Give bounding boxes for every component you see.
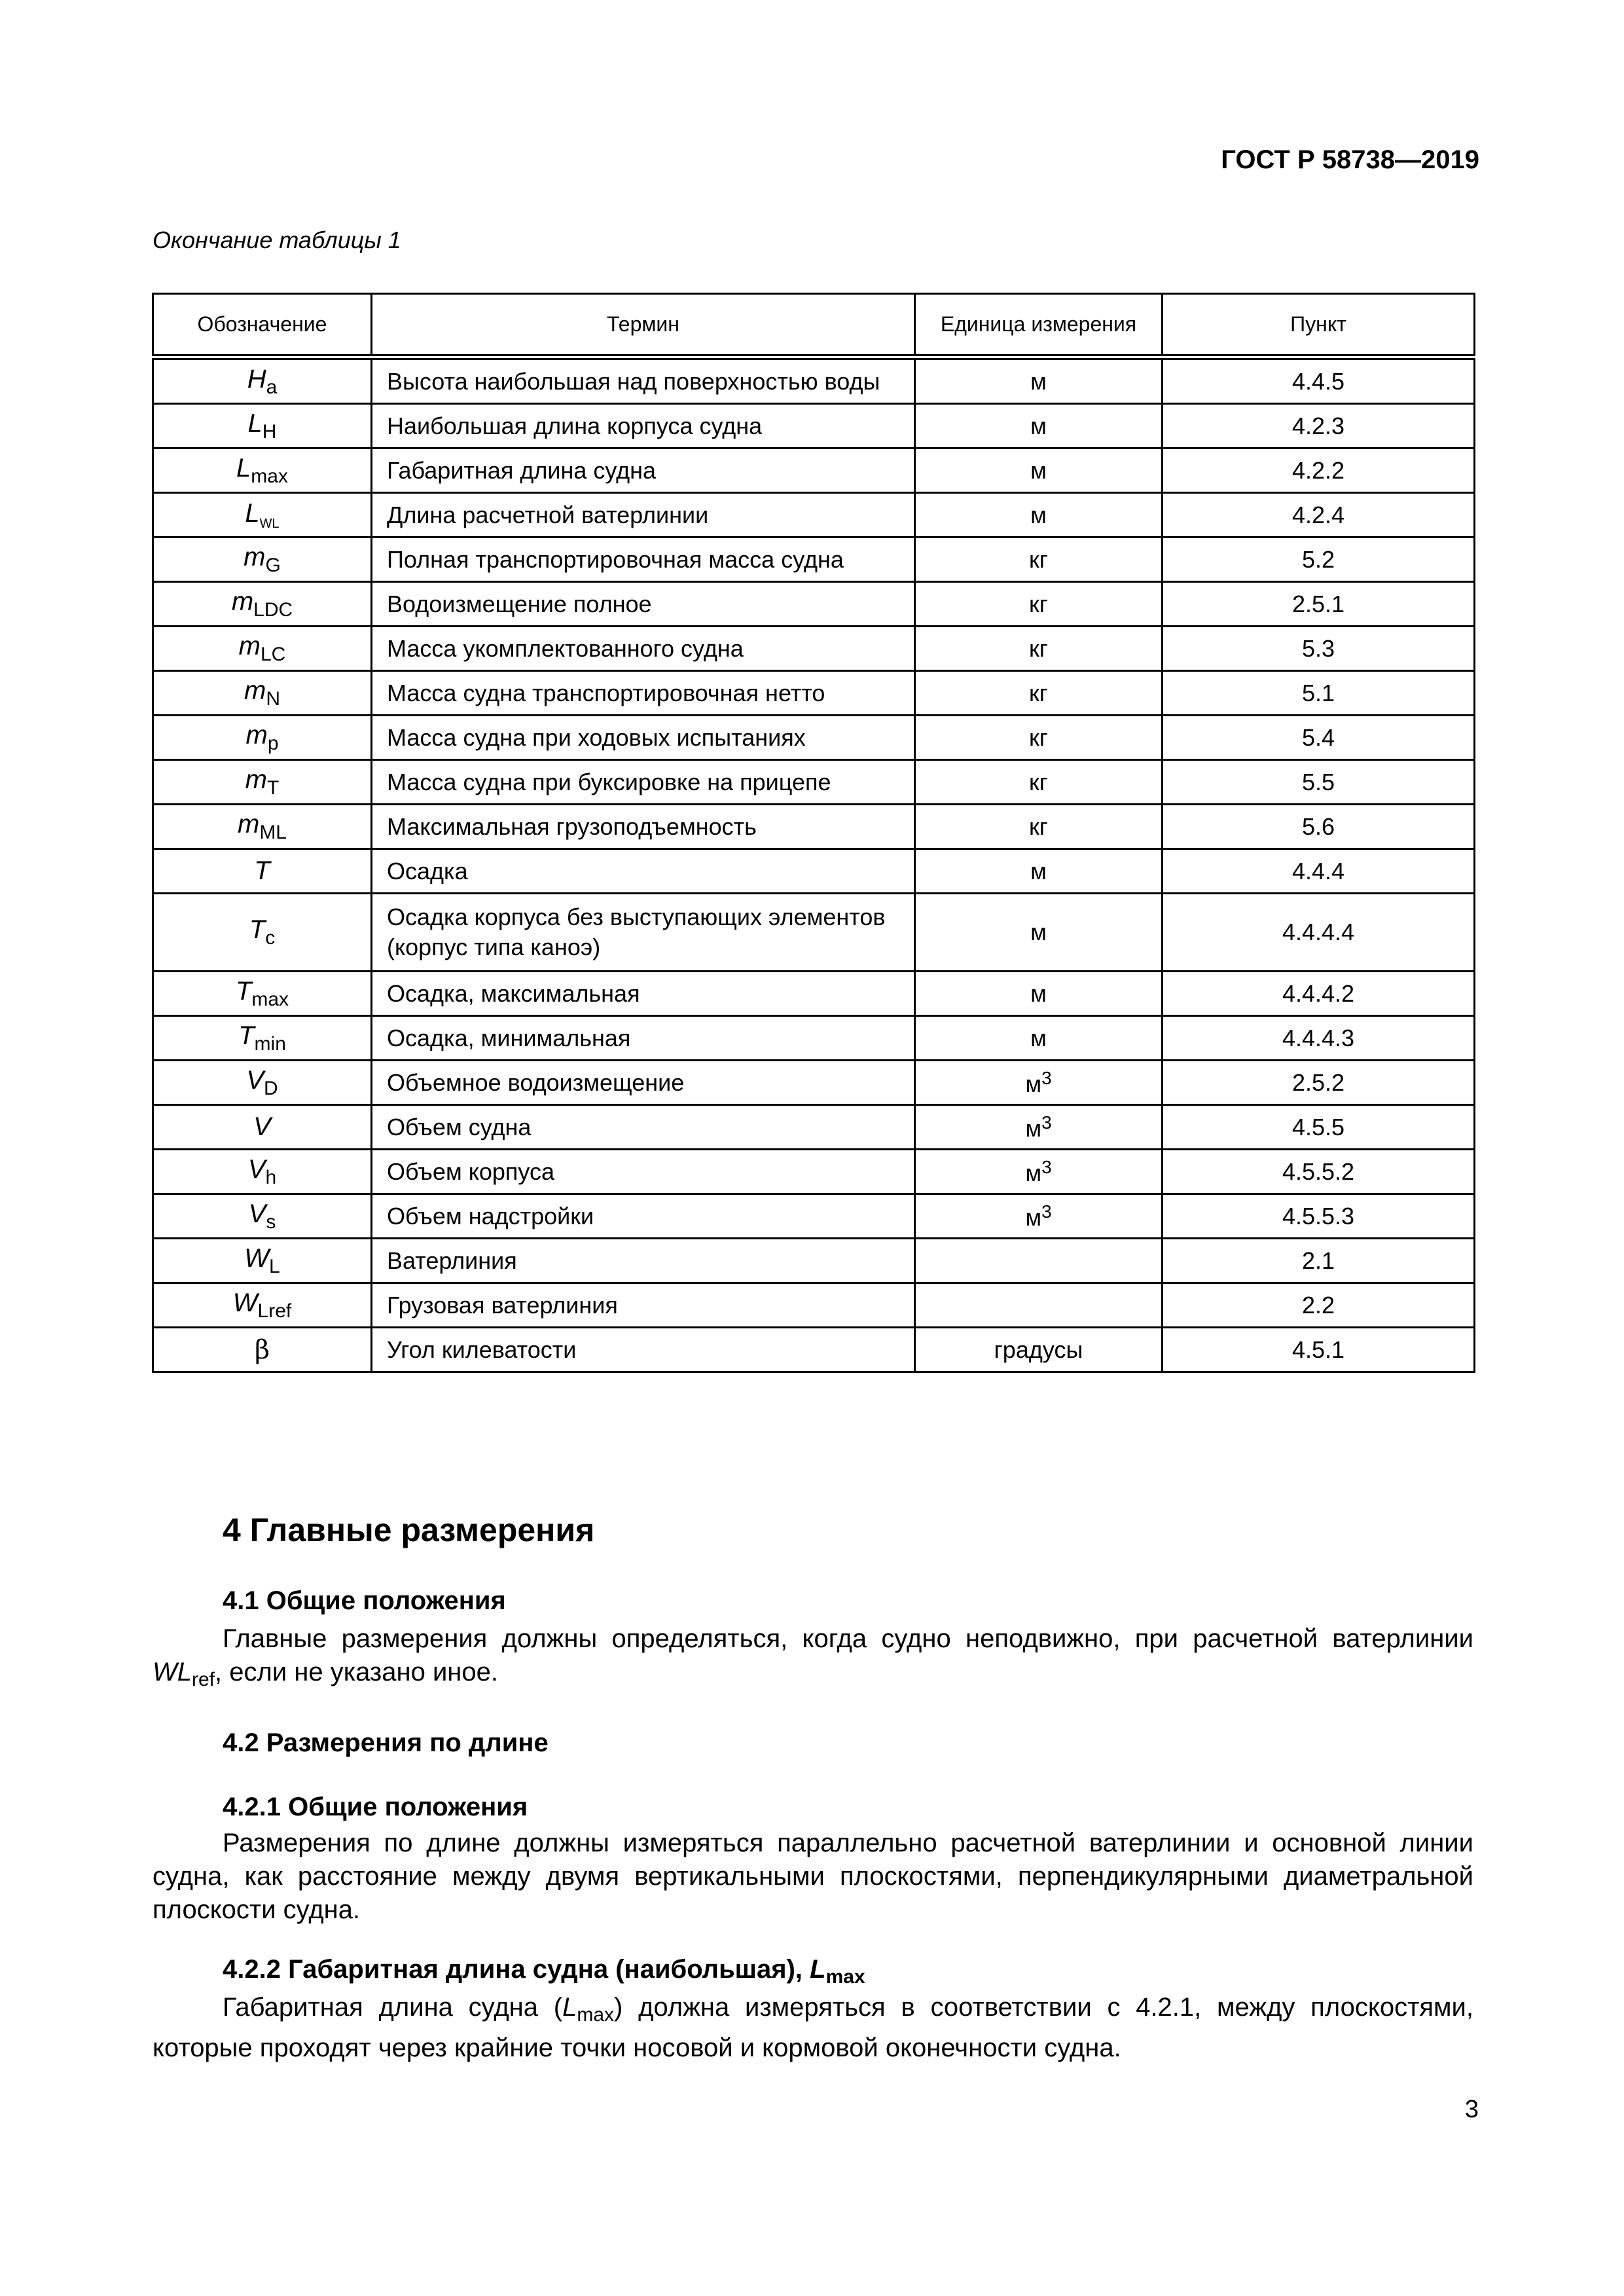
section-4-1-text bbox=[153, 1622, 1473, 1696]
unit-cell bbox=[915, 582, 1163, 627]
document-code: ГОСТ Р 58738—2019 bbox=[1221, 145, 1479, 174]
term-cell: Ватерлиния bbox=[372, 1239, 915, 1283]
term-cell: Объемное водоизмещение bbox=[372, 1061, 915, 1105]
symbol-cell bbox=[153, 1016, 372, 1061]
term-cell: Осадка корпуса без выступающих элементов (корпус типа каноэ) bbox=[372, 894, 915, 972]
symbol-cell bbox=[153, 1150, 372, 1194]
unit-value: кг bbox=[1029, 768, 1048, 795]
symbol-subscript: D bbox=[264, 1077, 278, 1099]
symbol-cell bbox=[153, 1283, 372, 1328]
symbol-main: m bbox=[244, 676, 266, 705]
clause-cell: 5.2 bbox=[1163, 538, 1475, 582]
symbol-cell bbox=[153, 671, 372, 716]
clause-cell: 4.4.4 bbox=[1163, 849, 1475, 894]
table-row bbox=[153, 627, 1475, 671]
unit-cell bbox=[915, 805, 1163, 849]
symbol-main: V bbox=[248, 1199, 266, 1228]
lmax-subscript: max bbox=[577, 2004, 615, 2026]
unit-cell bbox=[915, 1150, 1163, 1194]
symbol-cell bbox=[153, 760, 372, 805]
table-row bbox=[153, 1105, 1475, 1150]
section-4-2-2-title: 4.2.2 Габаритная длина судна (наибольшая), bbox=[223, 1955, 810, 1984]
term-cell: Длина расчетной ватерлинии bbox=[372, 493, 915, 538]
clause-cell: 4.5.1 bbox=[1163, 1328, 1475, 1372]
section-4-2-2-text-part-b: ) должна измеряться в соответствии с 4.2.1, между плоскостями, которые проходят через крайние точки носовой и кормовой оконечности судна. bbox=[153, 1993, 1474, 2062]
term-cell: Габаритная длина судна bbox=[372, 448, 915, 493]
symbol-subscript: min bbox=[254, 1032, 286, 1055]
unit-cell bbox=[915, 448, 1163, 493]
table-row bbox=[153, 448, 1475, 493]
lmax-title-subscript: max bbox=[825, 1966, 865, 1988]
table-row bbox=[153, 894, 1475, 972]
symbol-subscript: G bbox=[265, 554, 281, 576]
symbol-cell bbox=[153, 1194, 372, 1239]
clause-cell: 2.5.2 bbox=[1163, 1061, 1475, 1105]
table-row bbox=[153, 1328, 1475, 1372]
symbol-subscript: p bbox=[267, 732, 279, 754]
symbol-subscript: Lref bbox=[257, 1300, 292, 1322]
table-row bbox=[153, 760, 1475, 805]
symbol-cell bbox=[153, 448, 372, 493]
clause-cell: 4.2.4 bbox=[1163, 493, 1475, 538]
symbol-cell bbox=[153, 627, 372, 671]
section-4-2-2-text bbox=[153, 1991, 1473, 2065]
symbol-main: L bbox=[245, 498, 260, 528]
unit-value: кг bbox=[1029, 590, 1048, 617]
clause-cell: 5.1 bbox=[1163, 671, 1475, 716]
wl-ref-symbol: WL bbox=[153, 1658, 192, 1686]
symbol-main: m bbox=[244, 542, 266, 572]
table-row bbox=[153, 1016, 1475, 1061]
clause-cell: 2.2 bbox=[1163, 1283, 1475, 1328]
section-4-2-1-text: Размерения по длине должны измеряться параллельно расчетной ватерлинии и основной линии судна, как расстояние между двумя вертикальными плоскостями, перпендикулярными диаметральной плоскости судна. bbox=[153, 1829, 1473, 1924]
clause-cell: 4.2.2 bbox=[1163, 448, 1475, 493]
column-header-unit: Единица измерения bbox=[915, 294, 1163, 357]
term-cell: Максимальная грузоподъемность bbox=[372, 805, 915, 849]
clause-cell: 5.4 bbox=[1163, 716, 1475, 760]
symbol-subscript: WL bbox=[259, 516, 280, 531]
table-row bbox=[153, 805, 1475, 849]
term-cell: Осадка, максимальная bbox=[372, 972, 915, 1016]
unit-value: м bbox=[1025, 1070, 1042, 1097]
unit-cell bbox=[915, 894, 1163, 972]
term-cell: Водоизмещение полное bbox=[372, 582, 915, 627]
symbol-cell bbox=[153, 805, 372, 849]
unit-value: м bbox=[1030, 501, 1047, 528]
term-cell: Высота наибольшая над поверхностью воды bbox=[372, 357, 915, 404]
table-row bbox=[153, 357, 1475, 404]
symbol-cell bbox=[153, 1105, 372, 1150]
unit-value: м bbox=[1030, 456, 1047, 484]
lmax-title-symbol: L bbox=[810, 1955, 826, 1984]
unit-cell bbox=[915, 1061, 1163, 1105]
symbol-subscript: c bbox=[265, 927, 276, 949]
term-cell: Масса судна при буксировке на прицепе bbox=[372, 760, 915, 805]
section-4-2-2-heading bbox=[223, 1955, 865, 1988]
unit-cell bbox=[915, 671, 1163, 716]
symbols-table bbox=[152, 293, 1475, 1373]
symbol-subscript: LDC bbox=[253, 598, 293, 621]
unit-cell bbox=[915, 404, 1163, 448]
symbol-cell bbox=[153, 538, 372, 582]
unit-cell bbox=[915, 357, 1163, 404]
table-row bbox=[153, 671, 1475, 716]
term-cell: Осадка bbox=[372, 849, 915, 894]
symbol-main: V bbox=[247, 1154, 266, 1184]
symbol-subscript: H bbox=[262, 420, 277, 443]
unit-cell bbox=[915, 1194, 1163, 1239]
term-cell: Объем надстройки bbox=[372, 1194, 915, 1239]
symbol-main: L bbox=[236, 453, 251, 483]
unit-value: кг bbox=[1029, 679, 1048, 706]
unit-exponent: 3 bbox=[1041, 1067, 1052, 1088]
clause-cell: 4.4.4.3 bbox=[1163, 1016, 1475, 1061]
unit-cell bbox=[915, 760, 1163, 805]
symbol-main: m bbox=[237, 809, 260, 839]
page-number: 3 bbox=[1464, 2096, 1479, 2123]
term-cell: Масса укомплектованного судна bbox=[372, 627, 915, 671]
symbol-subscript: a bbox=[266, 376, 278, 398]
table-row bbox=[153, 493, 1475, 538]
unit-cell bbox=[915, 1239, 1163, 1283]
unit-value: кг bbox=[1029, 812, 1048, 840]
table-row bbox=[153, 849, 1475, 894]
clause-cell: 5.5 bbox=[1163, 760, 1475, 805]
lmax-symbol: L bbox=[562, 1993, 577, 2022]
table-row bbox=[153, 582, 1475, 627]
wl-ref-subscript: ref bbox=[192, 1669, 215, 1690]
column-header-symbol: Обозначение bbox=[153, 294, 372, 357]
unit-value: кг bbox=[1029, 545, 1048, 573]
unit-cell bbox=[915, 493, 1163, 538]
clause-cell: 4.2.3 bbox=[1163, 404, 1475, 448]
symbol-cell bbox=[153, 716, 372, 760]
unit-value: м bbox=[1030, 857, 1047, 884]
section-4-1-heading: 4.1 Общие положения bbox=[223, 1586, 506, 1615]
clause-cell: 4.5.5.3 bbox=[1163, 1194, 1475, 1239]
term-cell: Масса судна при ходовых испытаниях bbox=[372, 716, 915, 760]
unit-value: м bbox=[1030, 367, 1047, 395]
symbol-main: m bbox=[245, 765, 267, 794]
unit-cell bbox=[915, 716, 1163, 760]
symbol-main: m bbox=[245, 720, 268, 750]
symbol-main: m bbox=[238, 631, 261, 661]
symbol-subscript: max bbox=[251, 465, 288, 487]
symbol-main: β bbox=[254, 1334, 270, 1365]
table-row bbox=[153, 1061, 1475, 1105]
section-4-heading: 4 Главные размерения bbox=[223, 1512, 595, 1548]
table-body bbox=[153, 357, 1475, 1372]
term-cell: Угол килеватости bbox=[372, 1328, 915, 1372]
section-4-1-text-part-a: Главные размерения должны определяться, когда судно неподвижно, при расчетной ватерлинии bbox=[223, 1624, 1473, 1653]
symbol-subscript: N bbox=[266, 687, 280, 710]
section-4-1-text-part-b: , если не указано иное. bbox=[215, 1658, 498, 1686]
clause-cell: 5.3 bbox=[1163, 627, 1475, 671]
symbol-cell bbox=[153, 493, 372, 538]
table-row bbox=[153, 716, 1475, 760]
unit-value: кг bbox=[1029, 634, 1048, 662]
symbol-subscript: s bbox=[266, 1211, 276, 1233]
table-header-row bbox=[153, 294, 1475, 357]
symbol-main: m bbox=[231, 587, 254, 616]
clause-cell: 4.5.5.2 bbox=[1163, 1150, 1475, 1194]
table-caption: Окончание таблицы 1 bbox=[153, 227, 401, 253]
unit-exponent: 3 bbox=[1041, 1201, 1052, 1222]
symbol-subscript: ML bbox=[259, 821, 287, 843]
symbol-cell bbox=[153, 357, 372, 404]
unit-cell bbox=[915, 1328, 1163, 1372]
symbol-cell bbox=[153, 1061, 372, 1105]
section-4-2-2-text-part-a: Габаритная длина судна ( bbox=[223, 1993, 563, 2022]
symbol-main: T bbox=[235, 976, 252, 1006]
unit-cell bbox=[915, 1283, 1163, 1328]
symbol-subscript: h bbox=[265, 1166, 277, 1188]
symbol-main: T bbox=[238, 1021, 255, 1050]
symbol-cell bbox=[153, 972, 372, 1016]
symbol-cell bbox=[153, 582, 372, 627]
symbol-main: W bbox=[244, 1243, 270, 1273]
symbol-subscript: L bbox=[269, 1255, 280, 1277]
section-4-2-1-heading: 4.2.1 Общие положения bbox=[223, 1793, 528, 1821]
unit-cell bbox=[915, 538, 1163, 582]
symbol-main: L bbox=[247, 409, 262, 438]
unit-value: м bbox=[1025, 1159, 1042, 1186]
unit-cell bbox=[915, 627, 1163, 671]
table-row bbox=[153, 404, 1475, 448]
unit-cell bbox=[915, 972, 1163, 1016]
unit-value: градусы bbox=[994, 1336, 1083, 1363]
symbol-subscript: LC bbox=[260, 643, 286, 665]
symbol-cell bbox=[153, 404, 372, 448]
symbol-main: V bbox=[246, 1065, 264, 1095]
term-cell: Объем корпуса bbox=[372, 1150, 915, 1194]
symbol-cell bbox=[153, 849, 372, 894]
symbol-main: H bbox=[247, 364, 266, 393]
symbol-main: V bbox=[253, 1112, 271, 1141]
column-header-clause: Пункт bbox=[1163, 294, 1475, 357]
unit-value: м bbox=[1030, 979, 1047, 1007]
term-cell: Осадка, минимальная bbox=[372, 1016, 915, 1061]
symbol-cell bbox=[153, 1239, 372, 1283]
clause-cell: 4.4.5 bbox=[1163, 357, 1475, 404]
term-cell: Грузовая ватерлиния bbox=[372, 1283, 915, 1328]
table-row bbox=[153, 972, 1475, 1016]
term-cell: Объем судна bbox=[372, 1105, 915, 1150]
table-row bbox=[153, 1283, 1475, 1328]
symbol-cell bbox=[153, 1328, 372, 1372]
clause-cell: 4.4.4.2 bbox=[1163, 972, 1475, 1016]
symbol-main: T bbox=[254, 856, 270, 885]
table-row bbox=[153, 1194, 1475, 1239]
unit-value: м bbox=[1025, 1203, 1042, 1231]
clause-cell: 4.4.4.4 bbox=[1163, 894, 1475, 972]
unit-value: м bbox=[1030, 412, 1047, 439]
clause-cell: 2.1 bbox=[1163, 1239, 1475, 1283]
unit-cell bbox=[915, 849, 1163, 894]
symbol-subscript: T bbox=[267, 776, 280, 799]
symbol-subscript: max bbox=[251, 988, 289, 1010]
unit-exponent: 3 bbox=[1041, 1156, 1052, 1177]
table-row bbox=[153, 1239, 1475, 1283]
unit-value: м bbox=[1025, 1114, 1042, 1142]
unit-cell bbox=[915, 1105, 1163, 1150]
symbol-main: W bbox=[232, 1288, 258, 1317]
clause-cell: 4.5.5 bbox=[1163, 1105, 1475, 1150]
unit-exponent: 3 bbox=[1041, 1112, 1052, 1133]
term-cell: Масса судна транспортировочная нетто bbox=[372, 671, 915, 716]
unit-value: м bbox=[1030, 919, 1047, 945]
term-cell: Наибольшая длина корпуса судна bbox=[372, 404, 915, 448]
section-4-2-heading: 4.2 Размерения по длине bbox=[223, 1728, 549, 1757]
table-row bbox=[153, 1150, 1475, 1194]
unit-cell bbox=[915, 1016, 1163, 1061]
symbol-cell bbox=[153, 894, 372, 972]
clause-cell: 5.6 bbox=[1163, 805, 1475, 849]
symbol-main: T bbox=[249, 915, 266, 944]
unit-value: кг bbox=[1029, 723, 1048, 751]
table-row bbox=[153, 538, 1475, 582]
clause-cell: 2.5.1 bbox=[1163, 582, 1475, 627]
term-cell: Полная транспортировочная масса судна bbox=[372, 538, 915, 582]
unit-value: м bbox=[1030, 1024, 1047, 1051]
column-header-term: Термин bbox=[372, 294, 915, 357]
